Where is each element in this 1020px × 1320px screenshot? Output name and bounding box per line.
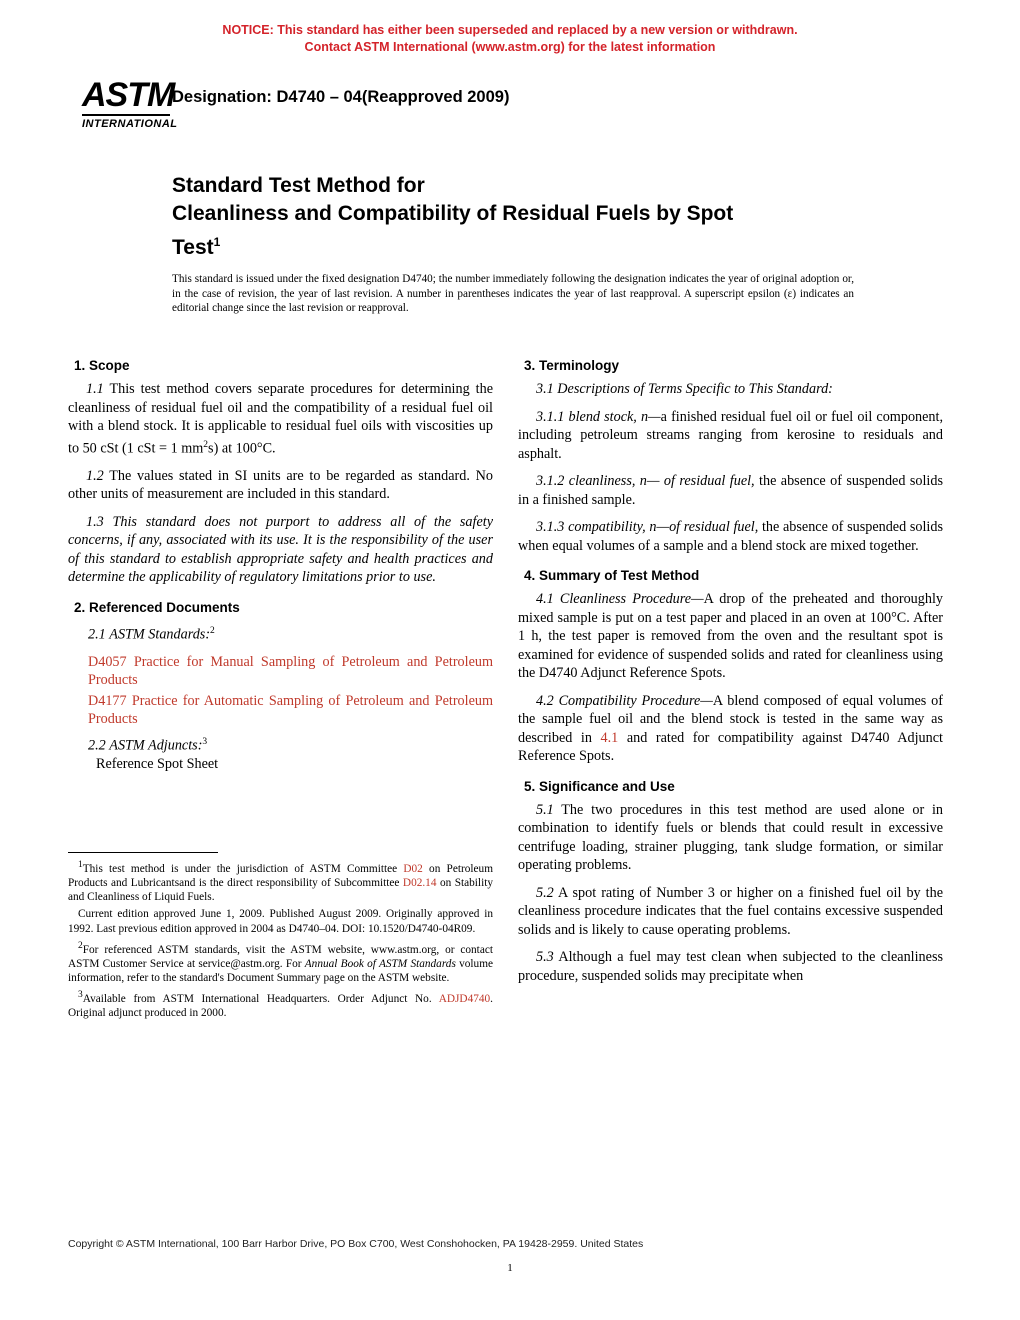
paragraph-1-3-text: This standard does not purport to address all of the safety concerns, if any, associated with its use. It is the responsibility of the user of this standard to establish appropriate safety and health practices and determine the applicability of regulatory limitations prior to use. — [68, 513, 493, 586]
paragraph-2-1 — [68, 622, 493, 644]
paragraph-4-2-number: 4.2 — [536, 692, 554, 709]
standard-title[interactable]: Practice for Manual Sampling of Petroleum and Petroleum Products — [88, 653, 494, 689]
paragraph-1-2-number: 1.2 — [86, 467, 104, 484]
footnote-separator — [68, 852, 218, 853]
referenced-standard-d4177[interactable] — [68, 692, 493, 729]
paragraph-3-1-1-text: a finished residual fuel oil or fuel oil component, including petroleum streams ranging from kerosine to residuals and asphalt. — [518, 408, 944, 462]
referenced-standard-d4057[interactable] — [68, 653, 493, 690]
copyright-line: Copyright © ASTM International, 100 Barr Harbor Drive, PO Box C700, West Conshohocken, PA 19428-2959. United States — [68, 1238, 644, 1250]
footnote-2-text-a: For referenced ASTM standards, visit the ASTM website, www.astm.org, or contact ASTM Customer Service at service@astm.org. For — [68, 943, 493, 970]
page-title — [172, 172, 832, 262]
paragraph-1-1 — [68, 380, 493, 458]
paragraph-3-1-1 — [518, 408, 943, 464]
paragraph-1-3-number: 1.3 — [86, 513, 104, 530]
astm-logo-mark: ASTM — [82, 76, 175, 114]
paragraph-2-2-superscript: 3 — [202, 736, 208, 747]
section-heading-summary: 4. Summary of Test Method — [524, 568, 700, 583]
paragraph-5-3-text: Although a fuel may test clean when subjected to the cleanliness procedure, suspended solids may precipitate when — [518, 949, 943, 984]
withdrawn-notice — [0, 22, 1020, 56]
paragraph-4-1-text: A drop of the preheated and thoroughly mixed sample is put on a test paper and placed in an oven at 100°C. After 1 h, the test paper is removed from the oven and the resultant spot is examined for evidence of suspended solids and rated for cleanliness using the D4740 Adjunct Reference Spots. — [518, 591, 943, 681]
footnote-3-text-a: Available from ASTM International Headquarters. Order Adjunct No. — [82, 992, 439, 1005]
section-heading-significance: 5. Significance and Use — [524, 778, 675, 794]
cross-reference-4-1[interactable]: 4.1 — [600, 729, 619, 746]
paragraph-2-1-label: ASTM Standards: — [109, 626, 211, 643]
paragraph-4-2-term: Compatibility Procedure— — [558, 692, 713, 709]
paragraph-5-1-number: 5.1 — [536, 801, 554, 818]
page-number: 1 — [507, 1262, 513, 1274]
footnote-1-text-c: on Stability and Cleanliness of Liquid Fuels. — [68, 876, 494, 904]
paragraph-1-1-text: This test method covers separate procedures for determining the cleanliness of residual fuel oil and the compatibility of a residual fuel oil with a blend stock. It is applicable to residual fuel oils with viscosities up to 50 cSt (1 cSt = 1 mm — [68, 381, 493, 457]
paragraph-3-1-2-text: the absence of suspended solids in a finished sample. — [518, 473, 943, 508]
paragraph-2-2-label: ASTM Adjuncts: — [109, 737, 203, 754]
paragraph-3-1-number: 3.1 — [536, 381, 554, 397]
footnote-1-edition: Current edition approved June 1, 2009. Published August 2009. Originally approved in 1992. Last previous edition approved in 2004 as D4740–04. DOI: 10.1520/D4740-04R09. — [68, 908, 493, 935]
footnote-3-marker: 3 — [78, 990, 83, 1001]
paragraph-5-2-number: 5.2 — [536, 884, 554, 901]
paragraph-1-1-superscript: 2 — [203, 439, 209, 450]
notice-line-2: Contact ASTM International (www.astm.org) for the latest information — [304, 40, 716, 54]
astm-logo-subtitle: INTERNATIONAL — [82, 118, 178, 130]
paragraph-3-1-3-text: the absence of suspended solids when equal volumes of a sample and a blend stock are mixed together. — [518, 519, 943, 554]
astm-logo — [82, 76, 178, 148]
title-line-3: Test — [172, 236, 214, 259]
paragraph-5-3 — [518, 948, 943, 985]
paragraph-3-1-3-number: 3.1.3 — [536, 519, 565, 535]
paragraph-2-1-number: 2.1 — [88, 626, 106, 643]
footnote-2 — [68, 939, 493, 985]
paragraph-3-1-3 — [518, 518, 943, 555]
paragraph-5-1 — [518, 801, 943, 875]
standard-preamble: This standard is issued under the fixed designation D4740; the number immediately following the designation indicates the year of original adoption or, in the case of revision, the year of last revision. A number in parentheses indicates the year of last reapproval. A superscript epsilon (ε) indicates an editorial change since the last revision or reapproval. — [172, 273, 854, 314]
paragraph-3-1-1-term: blend stock, n— — [568, 408, 661, 425]
paragraph-4-2-text-a: A blend composed of equal volumes of the sample fuel oil and the blend stock is tested in the same way as described in — [518, 692, 943, 746]
section-heading-terminology: 3. Terminology — [524, 358, 620, 373]
paragraph-1-2-text: The values stated in SI units are to be regarded as standard. No other units of measurement are included in this standard. — [68, 467, 493, 503]
paragraph-1-1-tail: s) at 100°C. — [208, 440, 276, 457]
footnote-3 — [68, 988, 493, 1020]
astm-logo-rule — [82, 114, 170, 116]
right-column — [518, 358, 943, 994]
paragraph-3-1-2-number: 3.1.2 — [536, 473, 565, 489]
paragraph-5-2-text: A spot rating of Number 3 or higher on a finished fuel oil by the cleanliness procedure indicates that the fuel contains excessive suspended solids and is likely to cause operating problems. — [518, 884, 944, 938]
adjunct-reference-spot-sheet: Reference Spot Sheet — [96, 756, 219, 773]
paragraph-5-2 — [518, 884, 943, 940]
section-heading-referenced-documents: 2. Referenced Documents — [74, 599, 240, 615]
footnote-2-text-b: volume information, refer to the standard's Document Summary page on the ASTM website. — [68, 957, 493, 984]
paragraph-2-2 — [68, 733, 493, 755]
paragraph-4-1-term: Cleanliness Procedure— — [559, 591, 704, 607]
paragraph-3-1-3-term: compatibility, n—of residual fuel, — [568, 519, 759, 535]
paragraph-4-2 — [518, 692, 943, 766]
footnote-1-marker: 1 — [78, 860, 83, 870]
footnotes — [68, 858, 493, 1023]
paragraph-1-3 — [68, 513, 493, 587]
section-heading-scope: 1. Scope — [74, 358, 130, 373]
footnote-link-d02-14[interactable]: D02.14 — [402, 876, 437, 889]
paragraph-3-1-2 — [518, 472, 943, 509]
standard-id[interactable]: D4057 — [88, 653, 127, 670]
footnote-link-adjd4740[interactable]: ADJD4740 — [438, 992, 491, 1005]
footnote-2-italic: Annual Book of ASTM Standards — [304, 957, 456, 970]
title-line-1: Standard Test Method for — [172, 174, 425, 197]
paragraph-3-1-2-term: cleanliness, n— of residual fuel, — [568, 473, 755, 489]
paragraph-3-1 — [518, 380, 943, 399]
footnote-3-text-b: . Original adjunct produced in 2000. — [68, 992, 493, 1020]
paragraph-2-2-number: 2.2 — [88, 737, 106, 754]
footnote-link-d02[interactable]: D02 — [403, 862, 423, 875]
notice-line-1: NOTICE: This standard has either been superseded and replaced by a new version or withdrawn. — [222, 23, 798, 37]
paragraph-3-1-1-number: 3.1.1 — [536, 408, 565, 425]
footnote-1-text-b: on Petroleum Products and Lubricantsand is the direct responsibility of Subcommittee — [68, 862, 493, 889]
footnote-1-text-a: This test method is under the jurisdiction of ASTM Committee — [82, 862, 404, 875]
paragraph-4-2-text-b: and rated for compatibility against D4740 Adjunct Reference Spots. — [518, 729, 943, 764]
standard-id[interactable]: D4177 — [88, 692, 127, 709]
footnote-1 — [68, 858, 493, 904]
paragraph-5-3-number: 5.3 — [536, 949, 554, 965]
standard-title[interactable]: Practice for Automatic Sampling of Petroleum and Petroleum Products — [88, 692, 494, 728]
footnote-2-marker: 2 — [78, 940, 83, 951]
paragraph-3-1-text: Descriptions of Terms Specific to This Standard: — [557, 381, 833, 397]
paragraph-1-1-number: 1.1 — [86, 381, 104, 397]
paragraph-2-1-superscript: 2 — [210, 625, 215, 636]
designation-line: Designation: D4740 – 04(Reapproved 2009) — [172, 88, 510, 106]
left-column — [68, 358, 493, 774]
paragraph-5-1-text: The two procedures in this test method are used alone or in combination to identify fuels or blends that could result in excessive centrifuge loading, strainer plugging, tank sludge formation, or similar operating problems. — [518, 801, 943, 873]
paragraph-4-1-number: 4.1 — [536, 591, 554, 607]
title-line-2: Cleanliness and Compatibility of Residual Fuels by Spot — [172, 202, 734, 225]
paragraph-1-2 — [68, 467, 493, 504]
paragraph-4-1 — [518, 590, 943, 683]
title-footnote-marker: 1 — [213, 235, 221, 249]
